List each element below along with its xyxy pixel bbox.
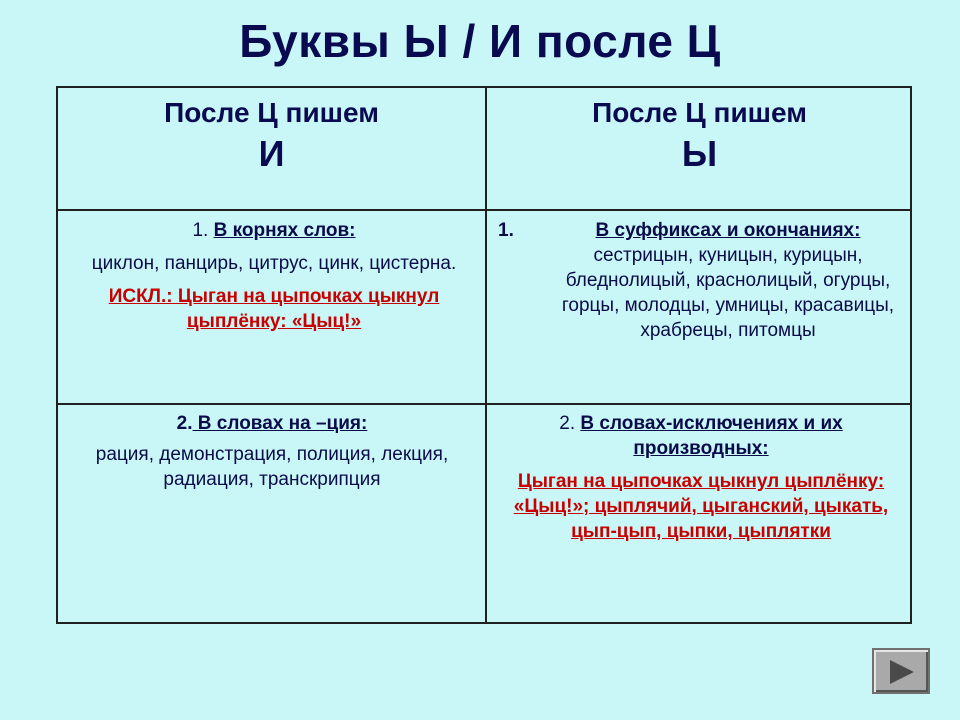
rule-subtitle: В суффиксах и окончаниях: [595,220,861,241]
header-label: После Ц пишем [592,97,807,128]
rule-cell-tsiya [76,411,468,492]
rule-subtitle: В словах-исключениях и их производных: [580,413,843,459]
rule-number: 2. [176,413,193,434]
rule-examples: сестрицын, куницын, курицын, бледнолицый, краснолицый, огурцы, горцы, молодцы, умницы, красавицы, храбрецы, питомцы [561,245,895,341]
next-slide-button[interactable] [872,648,930,694]
rule-number: 2. [559,413,576,434]
page-title: Буквы Ы / И после Ц [239,15,721,67]
header-cell-i [58,96,485,178]
header-letter: Ы [681,133,718,174]
header-cell-y [487,96,912,178]
play-triangle-icon [888,658,916,686]
rules-table [56,86,912,624]
rule-exception: ИСКЛ.: Цыган на цыпочках цыкнул цыплёнку: «Цыц!» [108,286,440,332]
rule-exception: Цыган на цыпочках цыкнул цыплёнку: «Цыц!»; цыплячий, цыганский, цыкать, цып-цып, цыпки, цыплятки [513,471,889,542]
header-letter: И [258,133,285,174]
rule-subtitle: В корнях слов: [213,220,356,241]
rule-number: 1. [192,220,209,241]
rule-examples: рация, демонстрация, полиция, лекция, радиация, транскрипция [95,444,449,490]
rule-cell-suffixes [498,218,902,343]
header-label: После Ц пишем [164,97,379,128]
rule-cell-exceptions [502,411,900,544]
rule-examples: циклон, панцирь, цитрус, цинк, цистерна. [91,253,457,274]
rule-subtitle: В словах на –ция: [192,413,368,434]
row-divider [58,403,910,405]
rule-cell-roots [84,218,464,334]
row-divider [58,209,910,211]
rule-number: 1. [498,220,514,241]
